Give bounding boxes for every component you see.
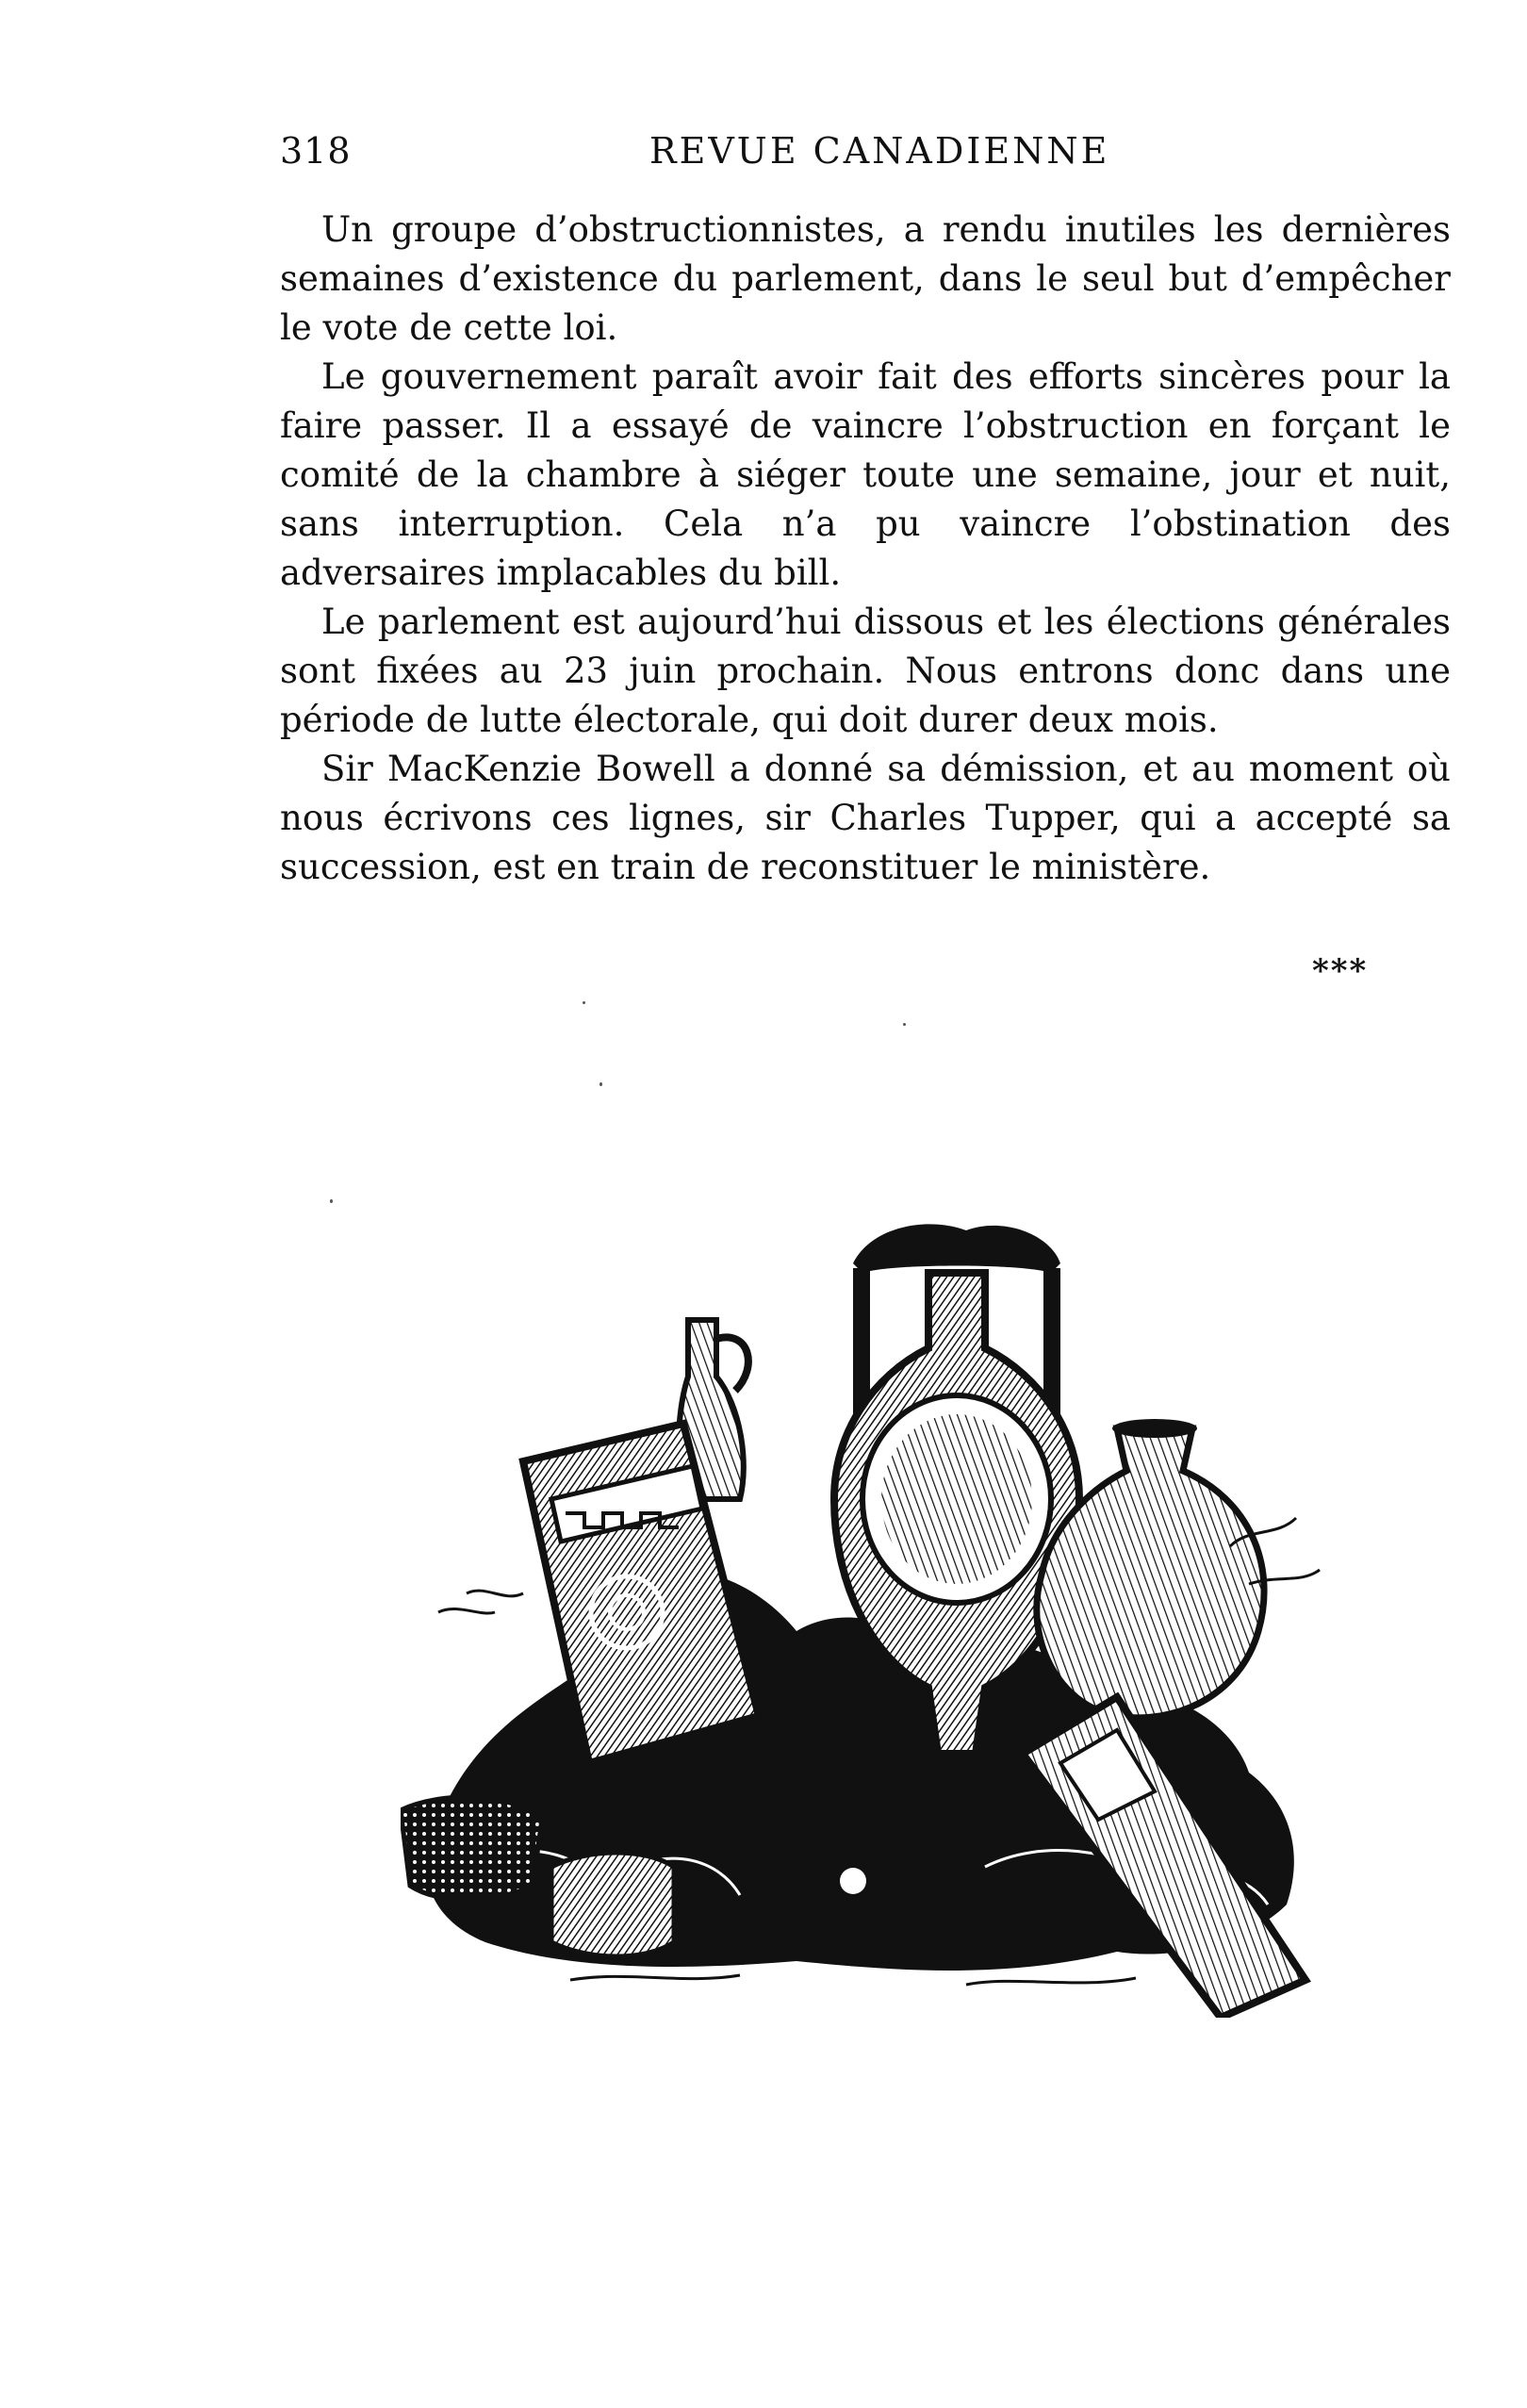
paragraph: Le parlement est aujourd’hui dissous et les élections générales sont fixées au 23 juin prochain. Nous entrons donc dans une période de lutte électorale, qui doit durer deux mois.	[280, 602, 1451, 740]
article-body	[280, 206, 1451, 892]
page-header	[280, 121, 1449, 177]
paragraph: Sir MacKenzie Bowell a donné sa démission, et au moment où nous écrivons ces lignes, sir Charles Tupper, qui a accepté sa succession, est en train de reconstituer le ministère.	[280, 749, 1451, 887]
print-speck	[583, 1001, 585, 1004]
paragraph: Le gouvernement paraît avoir fait des efforts sincères pour la faire passer. Il a essayé de vaincre l’obstruction en forçant le comité de la chambre à siéger toute une semaine, jour et nuit, sans interruption. Cela n’a pu vaincre l’obstination des adversaires implacables du bill.	[280, 356, 1451, 593]
section-break-asterisks: ***	[1312, 952, 1369, 990]
print-speck	[599, 1082, 602, 1086]
paragraph: Un groupe d’obstructionnistes, a rendu inutiles les dernières semaines d’existence du parlement, dans le seul but d’empêcher le vote de cette loi.	[280, 209, 1451, 348]
print-speck	[330, 1199, 333, 1203]
engraved-vases-vignette-icon	[401, 1188, 1324, 2018]
print-speck	[903, 1023, 906, 1026]
page-number: 318	[280, 130, 352, 172]
running-title: REVUE CANADIENNE	[649, 130, 1110, 172]
